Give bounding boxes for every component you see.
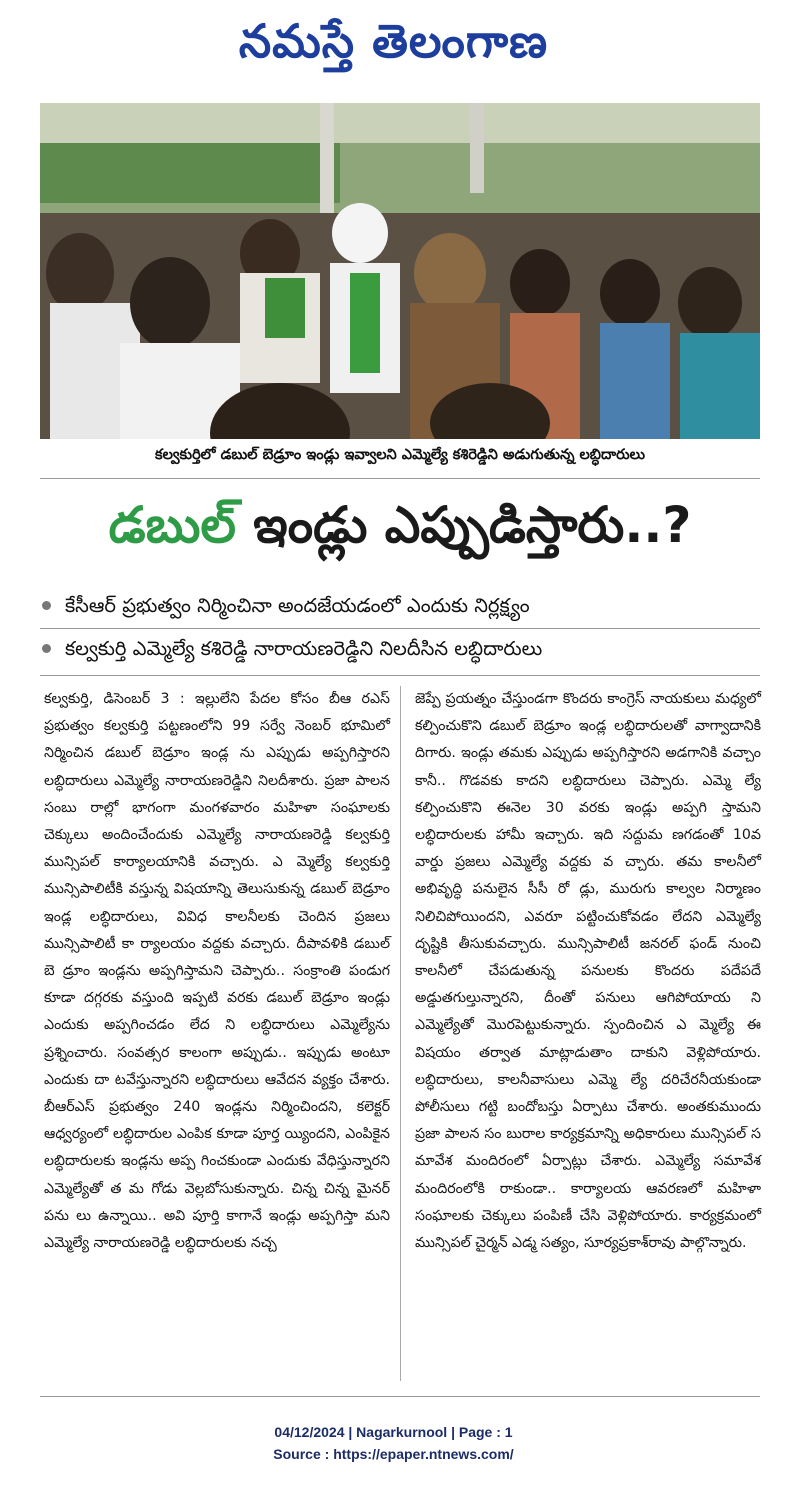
divider	[40, 675, 760, 676]
news-photo	[40, 103, 760, 439]
article-column-left	[44, 686, 390, 1257]
divider	[40, 1396, 760, 1397]
footer-date-line: 04/12/2024 | Nagarkurnool | Page : 1	[274, 1424, 513, 1440]
article-column-right	[415, 686, 761, 1257]
divider	[40, 478, 760, 479]
divider	[40, 628, 760, 629]
masthead	[0, 0, 787, 95]
footer-source-line: Source : https://epaper.ntnews.com/	[273, 1446, 514, 1462]
bullet-item	[40, 594, 740, 622]
bullet-dot-icon	[42, 601, 51, 610]
bullet-dot-icon	[42, 644, 51, 653]
headline-text: ఇండ్లు ఎప్పుడిస్తారు..?	[235, 496, 692, 554]
article-paragraph: కల్వకుర్తి, డిసెంబర్ 3 : ఇల్లులేని పేదల కోసం బీఆ రఎస్ ప్రభుత్వం కల్వకుర్తి పట్టణంలోని 99 సర్వే నెంబర్ భూమిలో నిర్మించిన డబుల్ బెడ్రూం ఇండ్ల ను ఎప్పుడు అప్పగిస్తారని లబ్ధిదారులు ఎమ్మెల్యే నారాయణరెడ్డిని నిలదీశారు. ప్రజా పాలన సంబు రాల్లో భాగంగా మంగళవారం మహిళా సంఘాలకు చెక్కులు అందించేందుకు ఎమ్మెల్యే నారాయణరెడ్డి కల్వకుర్తి మున్సిపల్ కార్యాలయానికి వచ్చారు. ఎ మ్మెల్యే కల్వకుర్తి మున్సిపాలిటీకి వస్తున్న విషయాన్ని తెలుసుకున్న డబుల్ బెడ్రూం ఇండ్ల లబ్ధిదారులు, వివిధ కాలనీలకు చెందిన ప్రజలు మున్సిపాలిటీ కా ర్యాలయం వద్దకు వచ్చారు. దీపావళికి డబుల్ బె డ్రూం ఇండ్లను అప్పగిస్తామని చెప్పారు.. సంక్రాంతి పండుగ కూడా దగ్గరకు వస్తుంది ఇప్పటి వరకు డబుల్ బెడ్రూం ఇండ్లు ఎందుకు అప్పగించడం లేద ని లబ్ధిదారులు ఎమ్మెల్యేను ప్రశ్నించారు. సంవత్సర కాలంగా అప్పుడు.. ఇప్పుడు అంటూ ఎందుకు దా టవేస్తున్నారని లబ్ధిదారులు ఆవేదన వ్యక్తం చేశారు. బీఆర్ఎస్ ప్రభుత్వం 240 ఇండ్లను నిర్మించిందని, కలెక్టర్ ఆధ్వర్యంలో లబ్ధిదారుల ఎంపిక కూడా పూర్త య్యిందని, ఎంపికైన లబ్ధిదారులకు ఇండ్లను అప్ప గించకుండా ఎందుకు వేధిస్తున్నారని ఎమ్మెల్యేతో త మ గోడు వెల్లబోసుకున్నారు. చిన్న చిన్న మైనర్ పను లు ఉన్నాయి.. అవి పూర్తి కాగానే ఇండ్లు అప్పగిస్తా మని ఎమ్మెల్యే నారాయణరెడ్డి లబ్ధిదారులకు నచ్చ	[44, 691, 390, 1252]
newspaper-logo: నమస్తే తెలంగాణ	[238, 14, 549, 68]
headline	[40, 490, 760, 560]
bullet-item	[40, 637, 740, 665]
crowd-photo-illustration	[40, 103, 760, 439]
headline-highlight: డబుల్	[108, 496, 236, 554]
bullet-text: కల్వకుర్తి ఎమ్మెల్యే కశిరెడ్డి నారాయణరెడ్డిని నిలదీసిన లబ్ధిదారులు	[65, 637, 543, 660]
photo-caption: కల్వకుర్తిలో డబుల్ బెడ్రూం ఇండ్లు ఇవ్వాలని ఎమ్మెల్యే కశిరెడ్డిని అడుగుతున్న లబ్ధిదారులు	[155, 447, 645, 463]
bullet-text: కేసీఆర్ ప్రభుత్వం నిర్మించినా అందజేయడంలో ఎందుకు నిర్లక్ష్యం	[65, 594, 530, 617]
article-paragraph: జెప్పే ప్రయత్నం చేస్తుండగా కొందరు కాంగ్రెస్ నాయకులు మధ్యలో కల్పించుకొని డబుల్ బెడ్రూం ఇండ్ల లబ్ధిదారులతో వాగ్వాదానికి దిగారు. ఇండ్లు తమకు ఎప్పుడు అప్పగిస్తారని అడగానికి వచ్చాం కానీ.. గొడవకు కాదని లబ్ధిదారులు చెప్పారు. ఎమ్మె ల్యే కల్పించుకొని ఈనెల 30 వరకు ఇండ్లు అప్పగి స్తామని లబ్ధిదారులకు హామీ ఇచ్చారు. ఇది సద్దుమ ణగడంతో 10వ వార్డు ప్రజలు ఎమ్మెల్యే వద్దకు వ చ్చారు. తమ కాలనీలో అభివృద్ధి పనులైన సీసీ రో డ్లు, మురుగు కాల్వల నిర్మాణం నిలిచిపోయిందని, ఎవరూ పట్టించుకోవడం లేదని ఎమ్మెల్యే దృష్టికి తీసుకువచ్చారు. మున్సిపాలిటీ జనరల్ ఫండ్ నుంచి కాలనీలో చేపడుతున్న పనులకు కొందరు పదేపదే అడ్డుతగుల్తున్నారని, దీంతో పనులు ఆగిపోయాయ ని ఎమ్మెల్యేతో మొరపెట్టుకున్నారు. స్పందించిన ఎ మ్మెల్యే ఈ విషయం తర్వాత మాట్లాడుతాం దాకుని వెళ్లిపోయారు. లబ్ధిదారులు, కాలనీవాసులు ఎమ్మె ల్యే దరిచేరనీయకుండా పోలీసులు గట్టి బందోబస్తు ఏర్పాటు చేశారు. అంతకుముందు ప్రజా పాలన సం బురాల కార్యక్రమాన్ని అధికారులు మున్సిపల్ స మావేశ మందిరంలో ఏర్పాట్లు చేశారు. ఎమ్మెల్యే సమావేశ మందిరంలోకి రాకుండా.. కార్యాలయ ఆవరణలో మహిళా సంఘాలకు చెక్కులు పంపిణీ చేసి వెళ్లిపోయారు. కార్యక్రమంలో మున్సిపల్ చైర్మన్ ఎడ్మ సత్యం, సూర్యప్రకాశ్‌రావు పాల్గొన్నారు.	[415, 691, 761, 1252]
column-divider	[400, 686, 401, 1381]
